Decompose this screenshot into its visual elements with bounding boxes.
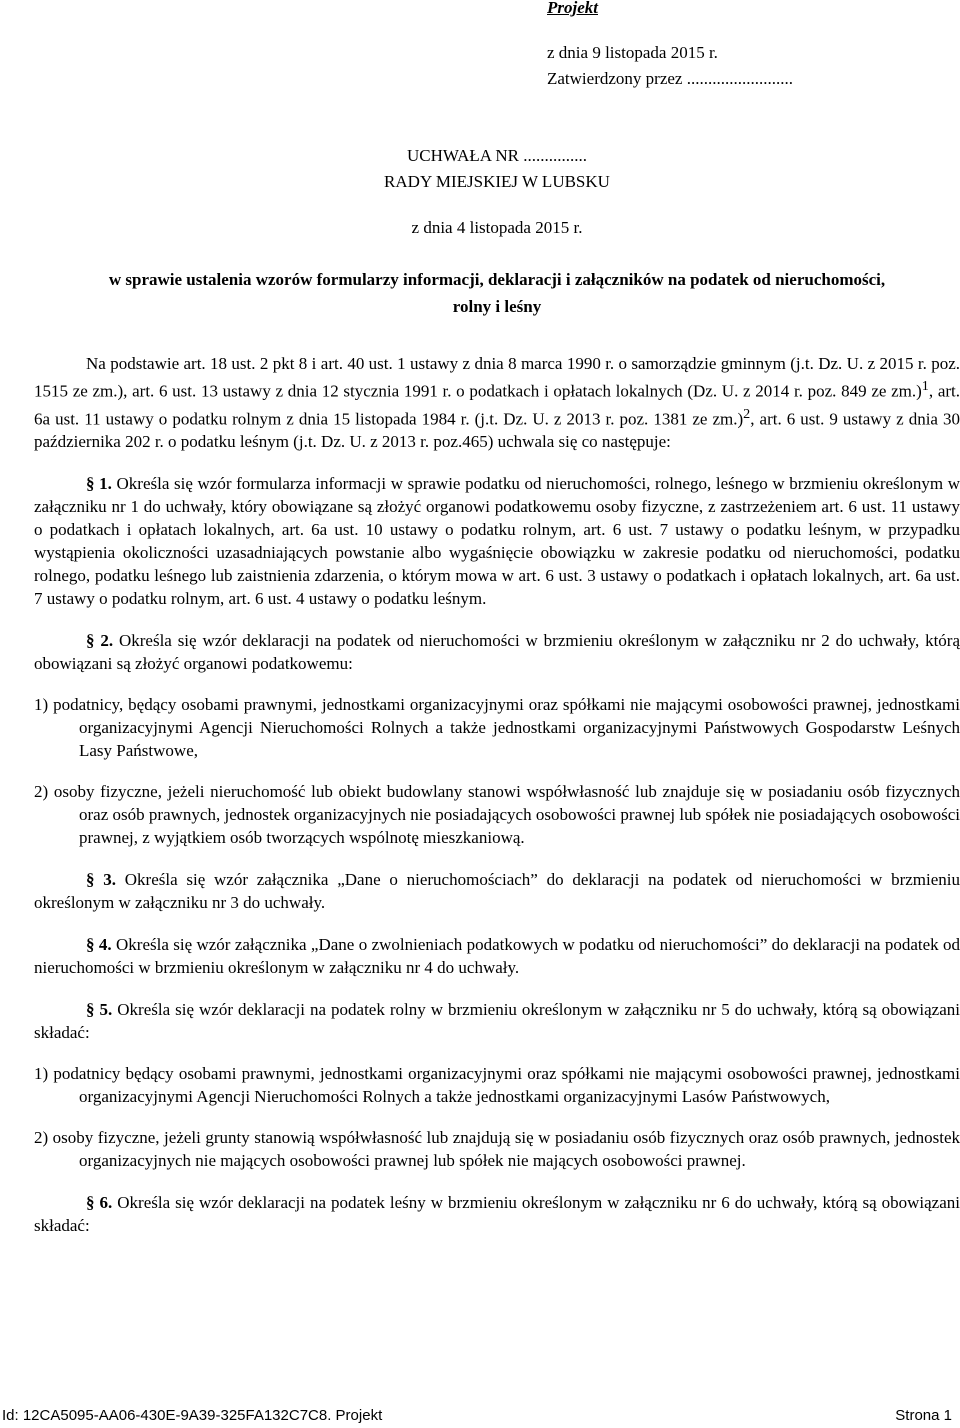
footnote-ref-1: 1 [921,378,929,394]
subject-line-1: w sprawie ustalenia wzorów formularzy informacji, deklaracji i załączników na podatek od nieruchomości, [108,270,886,289]
list-item: 1) podatnicy, będący osobami prawnymi, jednostkami organizacyjnymi oraz spółkami nie mającymi osobowości prawnej, jednostkami organizacyjnymi Agencji Nieruchomości Rolnych a także jednostkami organizacyjnymi Państwowych Gospodarstw Leśnych Lasy Państwowe, [34,695,960,761]
preamble [34,352,960,453]
subject-line-2: rolny i leśny [452,297,542,316]
paragraph-5 [34,998,960,1044]
paragraph-text: Określa się wzór załącznika „Dane o zwolnieniach podatkowych w podatku od nieruchomości” do deklaracji na podatek od nieruchomości w brzmieniu określonym w załączniku nr 4 do uchwały. [34,935,960,978]
list-item: 2) osoby fizyczne, jeżeli nieruchomość lub obiekt budowlany stanowi współwłasność lub znajduje się w posiadaniu osób fizycznych oraz osób prawnych, jednostek organizacyjnych nie posiadających osobowości prawnej lub spółek nie posiadających osobowości prawnej, z wyjątkiem osób tworzących wspólnotę mieszkaniową. [34,782,960,848]
approved-by: Zatwierdzony przez ......................... [547,69,793,88]
resolution-date: z dnia 4 listopada 2015 r. [411,218,583,237]
resolution-title [34,143,960,195]
paragraph-1 [34,472,960,610]
document-page [34,0,960,1428]
resolution-body [34,352,960,1237]
council-name: RADY MIEJSKIEJ W LUBSKU [384,172,610,191]
draft-date: z dnia 9 listopada 2015 r. [547,43,718,62]
document-id: Id: 12CA5095-AA06-430E-9A39-325FA132C7C8. Projekt [2,1407,383,1424]
paragraph-number: § 5. [86,1000,113,1020]
preamble-part-2: , art. 6a ust. 11 ustawy o podatku rolnym z dnia 15 listopada 1984 r. (j.t. Dz. U. z 2013 r. poz. 1381 ze zm.) [34,381,960,429]
paragraph-number: § 3. [86,870,116,890]
preamble-part-1: Na podstawie art. 18 ust. 2 pkt 8 i art. 40 ust. 1 ustawy z dnia 8 marca 1990 r. o samorządzie gminnym (j.t. Dz. U. z 2015 r. poz. 1515 ze zm.), art. 6 ust. 13 ustawy z dnia 12 stycznia 1991 r. o podatkach i opłatach lokalnych (Dz. U. z 2014 r. poz. 849 ze zm.) [34,354,960,401]
paragraph-text: Określa się wzór deklaracji na podatek od nieruchomości w brzmieniu określonym w załączniku nr 2 do uchwały, którą obowiązani są złożyć organowi podatkowemu: [34,631,960,674]
resolution-subject [34,266,960,320]
page-number: Strona 1 [895,1407,952,1424]
paragraph-2 [34,629,960,675]
paragraph-number: § 4. [86,935,112,955]
paragraph-4 [34,933,960,979]
paragraph-6 [34,1191,960,1237]
paragraph-number: § 2. [86,631,114,651]
paragraph-number: § 6. [86,1193,113,1213]
list-item: 1) podatnicy będący osobami prawnymi, jednostkami organizacyjnymi oraz spółkami nie mającymi osobowości prawnej, jednostkami organizacyjnymi Agencji Nieruchomości Rolnych a także jednostkami organizacyjnymi Lasów Państwowych, [34,1064,960,1107]
paragraph-text: Określa się wzór deklaracji na podatek leśny w brzmieniu określonym w załączniku nr 6 do uchwały, którą są obowiązani składać: [34,1193,960,1236]
paragraph-3 [34,868,960,914]
resolution-number: UCHWAŁA NR ............... [407,146,587,165]
paragraph-text: Określa się wzór załącznika „Dane o nieruchomościach” do deklaracji na podatek od nieruchomości w brzmieniu określonym w załączniku nr 3 do uchwały. [34,870,960,913]
footnote-ref-2: 2 [743,405,751,422]
projekt-label: Projekt [547,0,598,17]
document-meta [547,40,793,92]
paragraph-number: § 1. [86,474,112,494]
paragraph-text: Określa się wzór deklaracji na podatek rolny w brzmieniu określonym w załączniku nr 5 do uchwały, którą są obowiązani składać: [34,1000,960,1043]
list-item: 2) osoby fizyczne, jeżeli grunty stanowią współwłasność lub znajdują się w posiadaniu osób fizycznych oraz osób prawnych, jednostek organizacyjnych nie mających osobowości prawnej lub spółek nie mających osobowości prawnej. [34,1128,960,1171]
paragraph-text: Określa się wzór formularza informacji w sprawie podatku od nieruchomości, rolnego, leśnego w brzmieniu określonym w załączniku nr 1 do uchwały, który obowiązane są złożyć organowi podatkowemu osoby fizyczne, z zastrzeżeniem art. 6 ust. 11 ustawy o podatkach i opłatach lokalnych, art. 6a ust. 10 ustawy o podatku rolnym, art. 6 ust. 7 ustawy o podatku leśnym, w przypadku wystąpienia okoliczności uzasadniających powstanie albo wygaśnięcie obowiązku w zakresie podatku od nieruchomości, podatku rolnego, podatku leśnego lub zaistnienia zdarzenia, o którym mowa w art. 6 ust. 3 ustawy o podatkach i opłatach lokalnych, art. 6a ust. 7 ustawy o podatku rolnym, art. 6 ust. 4 ustawy o podatku leśnym. [34,474,960,609]
preamble-part-3: , art. 6 ust. 9 ustawy z dnia 30 października 202 r. o podatku leśnym (j.t. Dz. U. z 2013 r. poz.465) uchwala się co następuje: [34,409,960,452]
